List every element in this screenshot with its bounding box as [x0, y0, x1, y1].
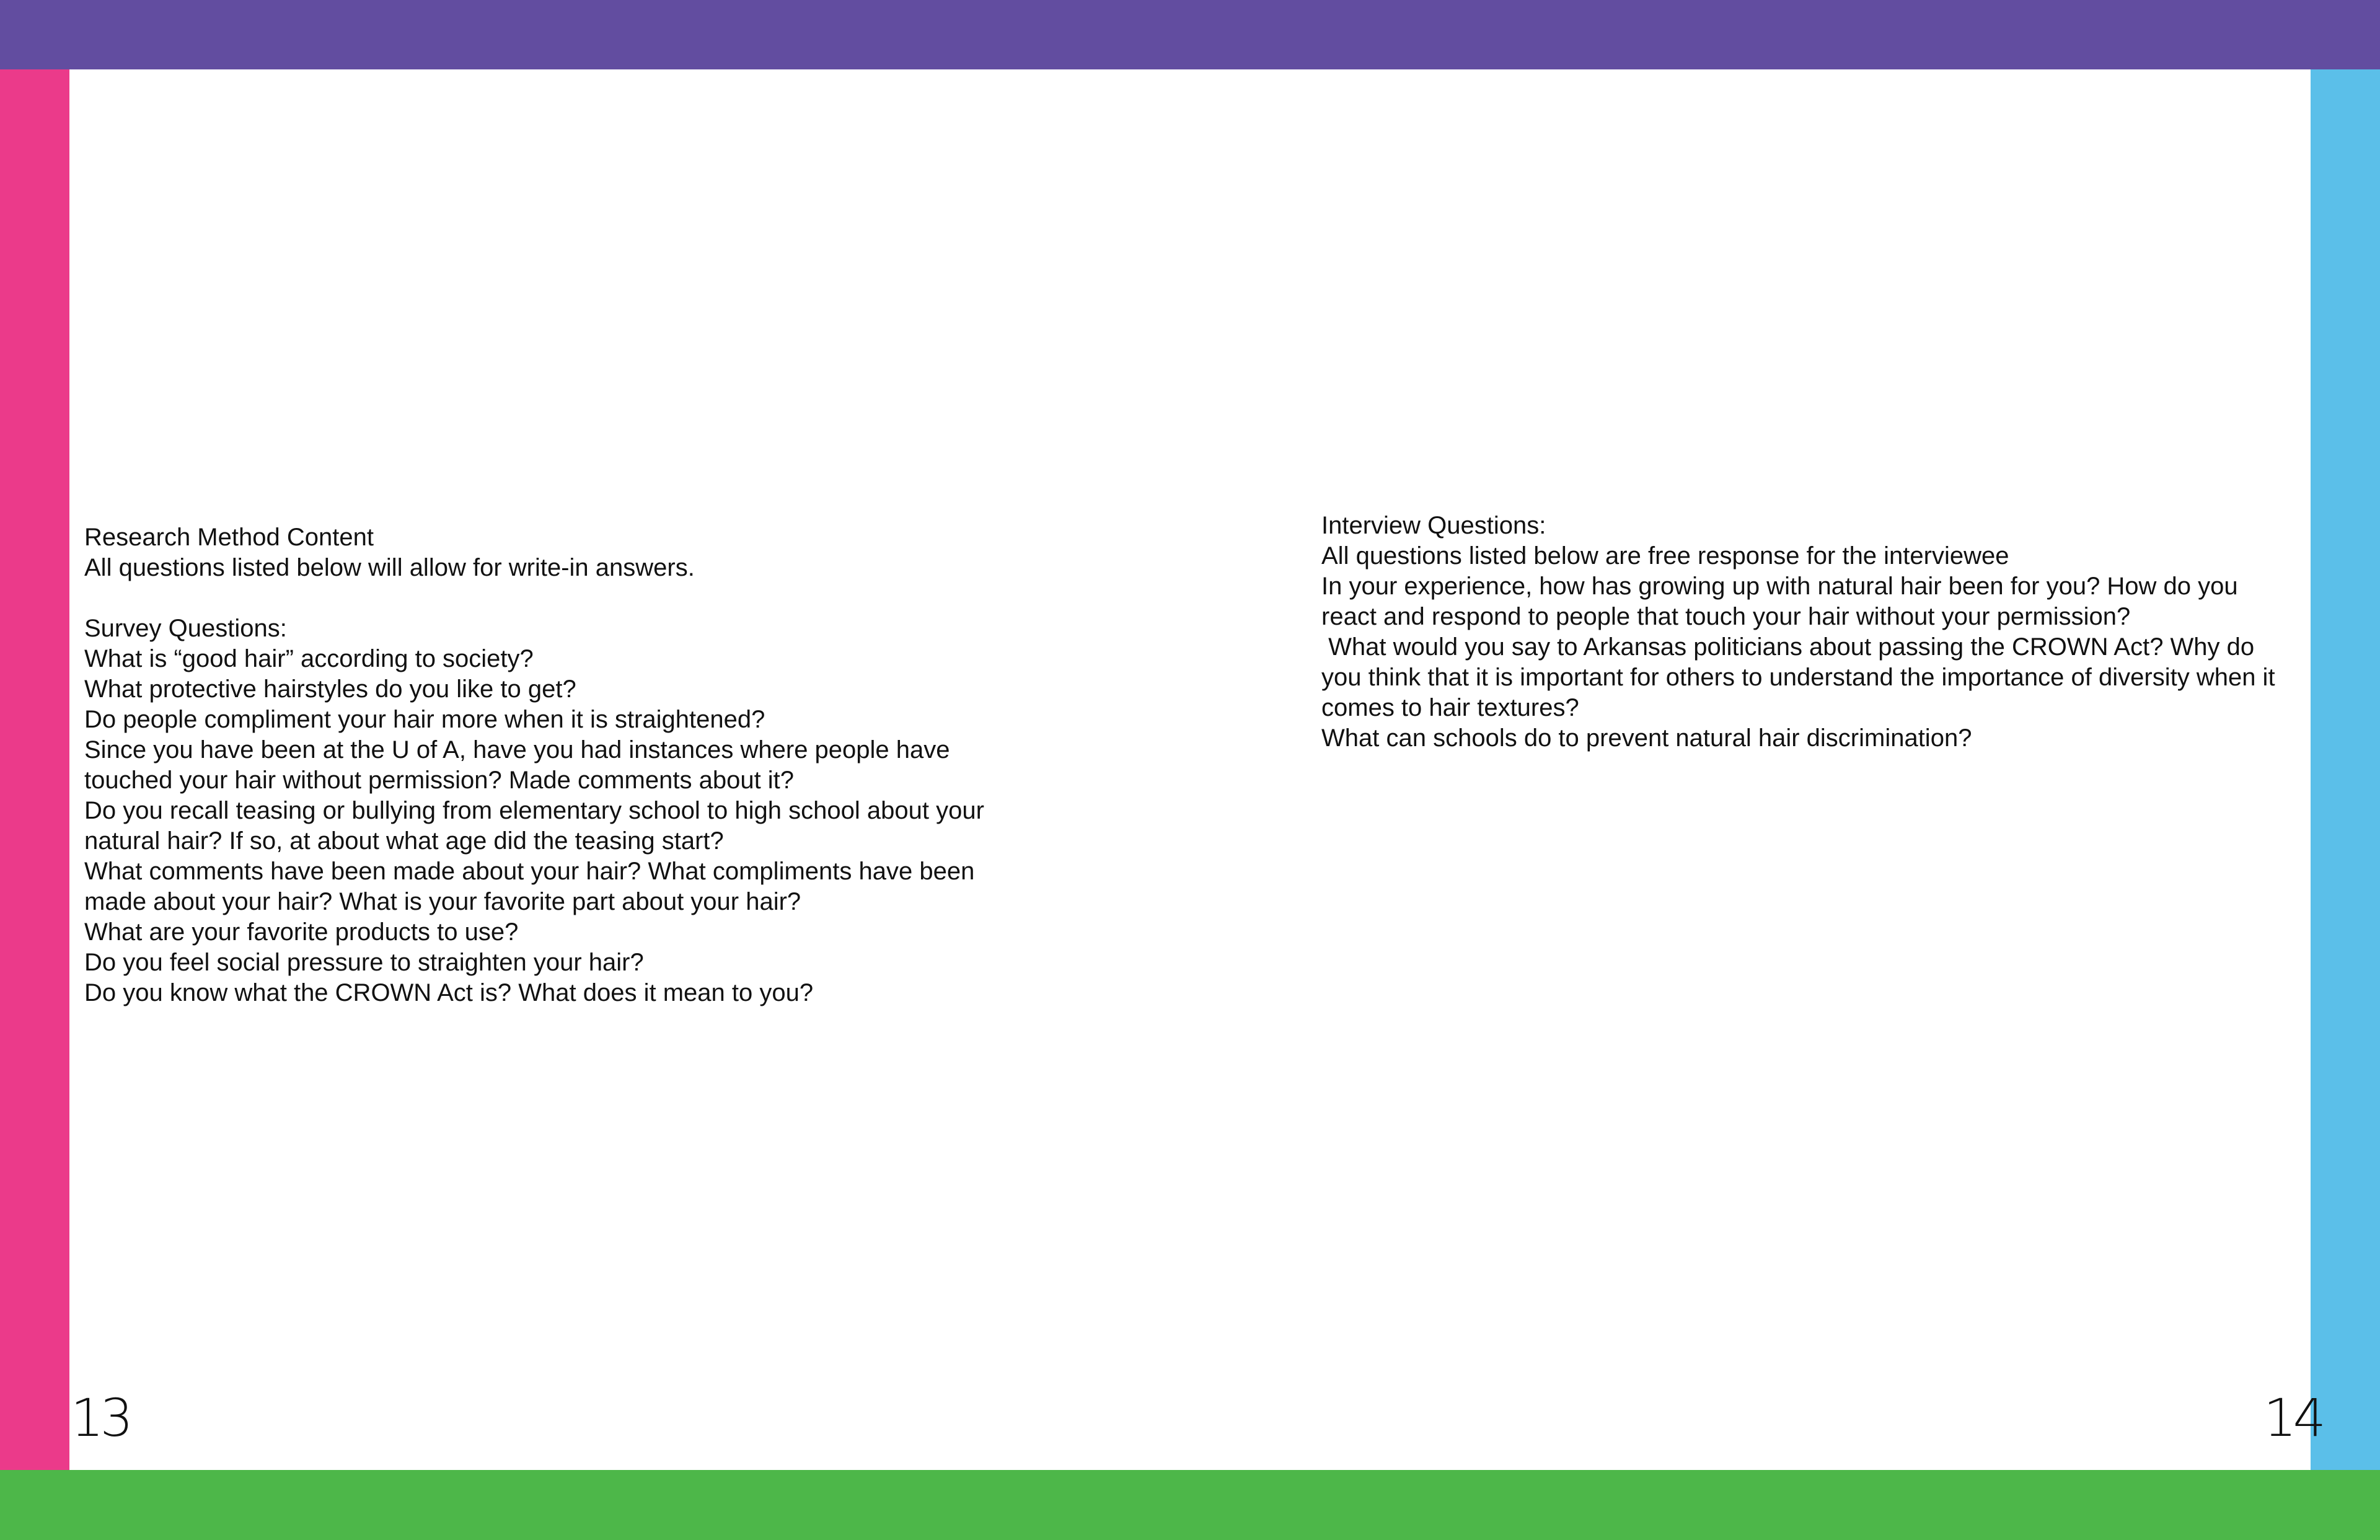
interview-question-line: you think that it is important for others to understand the importance of diversity when it	[1321, 664, 2275, 691]
survey-question-line: Do you feel social pressure to straighten your hair?	[84, 949, 644, 976]
research-method-heading: Research Method Content	[84, 524, 374, 551]
survey-question-line: Since you have been at the U of A, have you had instances where people have	[84, 736, 950, 763]
survey-question-line: touched your hair without permission? Made comments about it?	[84, 767, 795, 794]
survey-question-line: What are your favorite products to use?	[84, 918, 519, 946]
survey-question-line: Do people compliment your hair more when it is straightened?	[84, 706, 765, 733]
survey-question-line: What comments have been made about your hair? What compliments have been	[84, 858, 975, 885]
interview-question-line: What can schools do to prevent natural hair discrimination?	[1321, 724, 1972, 752]
bottom-color-band	[0, 1470, 2380, 1540]
survey-question-line: Do you know what the CROWN Act is? What does it mean to you?	[84, 979, 814, 1006]
survey-question-line: made about your hair? What is your favorite part about your hair?	[84, 888, 801, 915]
survey-question-line: What protective hairstyles do you like to get?	[84, 675, 576, 703]
interview-question-line: All questions listed below are free response for the interviewee	[1321, 542, 2009, 570]
top-color-band	[0, 0, 2380, 69]
interview-question-line: comes to hair textures?	[1321, 694, 1579, 721]
blank-spacer	[84, 583, 1237, 614]
survey-question-line: What is “good hair” according to society?	[84, 645, 534, 672]
survey-questions-heading: Survey Questions:	[84, 615, 287, 642]
interview-questions-heading: Interview Questions:	[1321, 512, 1546, 539]
interview-questions	[1321, 511, 2307, 754]
survey-question-line: natural hair? If so, at about what age did the teasing start?	[84, 827, 724, 855]
survey-intro: All questions listed below will allow for write-in answers.	[84, 554, 695, 581]
research-method-content	[84, 522, 1237, 1008]
right-color-band	[2311, 69, 2380, 1470]
page-number-left: 13	[71, 1388, 130, 1448]
interview-question-line: In your experience, how has growing up with natural hair been for you? How do you	[1321, 573, 2238, 600]
interview-question-line: What would you say to Arkansas politicians about passing the CROWN Act? Why do	[1321, 633, 2255, 661]
interview-question-line: react and respond to people that touch your hair without your permission?	[1321, 603, 2131, 630]
survey-question-line: Do you recall teasing or bullying from elementary school to high school about your	[84, 797, 984, 824]
left-color-band	[0, 69, 69, 1470]
page-number-right: 14	[2263, 1388, 2322, 1448]
